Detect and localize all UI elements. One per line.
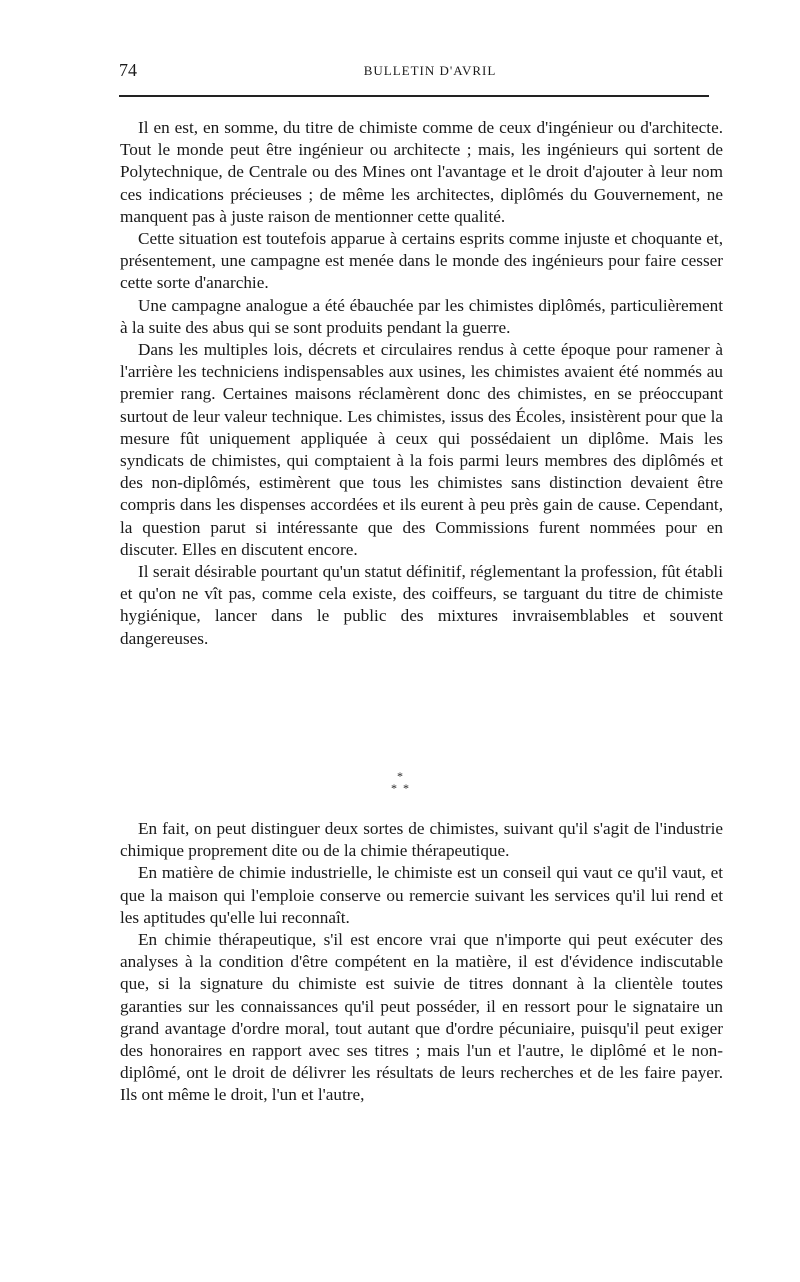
running-title: BULLETIN D'AVRIL	[363, 63, 497, 78]
asterism-separator	[380, 770, 420, 794]
paragraph: Dans les multiples lois, décrets et circulaires rendus à cette époque pour ramener à l'arrière les techniciens indispensables aux usines, les chimistes avaient été nommés au premier rang. Certaines maisons réclamèrent donc des chimistes, en se préoccupant surtout de leur valeur technique. Les chimistes, issus des Écoles, insistèrent pour que la mesure fût uniquement appliquée à ceux qui possédaient un diplôme. Mais les syndicats de chimistes, qui comptaient à la fois parmi leurs membres des diplômés et des non-diplômés, estimèrent que tous les chimistes sans distinction devaient être compris dans les dispenses accordées et ils eurent à peu près gain de cause. Cependant, la question parut si intéressante que des Commissions furent nommées pour en discuter. Elles en discutent encore.	[120, 340, 723, 559]
body-section-two	[120, 818, 723, 1107]
asterisk-icon: *	[397, 769, 403, 783]
page-number: 74	[119, 60, 137, 80]
header-rule	[119, 95, 709, 97]
paragraph: En chimie thérapeutique, s'il est encore vrai que n'importe qui peut exécuter des analyses à la condition d'être compétent en la matière, il est d'évidence indiscutable que, si la signature du chimiste est suivie de titres donnant à la clientèle toutes garanties sur les connaissances qu'il peut posséder, il en ressort pour le signataire un grand avantage d'ordre moral, tout autant que d'ordre pécuniaire, puisqu'il peut exiger des honoraires en rapport avec ses titres ; mais l'un et l'autre, le diplômé et le non-diplômé, ont le droit de délivrer les résultats de leurs recherches et de les faire payer. Ils ont même le droit, l'un et l'autre,	[120, 930, 723, 1105]
paragraph: Cette situation est toutefois apparue à certains esprits comme injuste et choquante et, présentement, une campagne est menée dans le monde des ingénieurs pour faire cesser cette sorte d'anarchie.	[120, 229, 723, 293]
paragraph: Une campagne analogue a été ébauchée par les chimistes diplômés, particulièrement à la suite des abus qui se sont produits pendant la guerre.	[120, 295, 723, 337]
body-section-one	[120, 117, 723, 650]
paragraph: En matière de chimie industrielle, le chimiste est un conseil qui vaut ce qu'il vaut, et que la maison qui l'emploie conserve ou remercie suivant les services qu'il lui rend et les aptitudes qu'elle lui reconnaît.	[120, 863, 723, 927]
asterisk-icon: * *	[391, 781, 409, 795]
paragraph: En fait, on peut distinguer deux sortes de chimistes, suivant qu'il s'agit de l'industrie chimique proprement dite ou de la chimie thérapeutique.	[120, 819, 723, 861]
paragraph: Il serait désirable pourtant qu'un statut définitif, réglementant la profession, fût établi et qu'on ne vît pas, comme cela existe, des coiffeurs, se targuant du titre de chimiste hygiénique, lancer dans le public des mixtures invraisemblables et souvent dangereuses.	[120, 562, 723, 648]
paragraph: Il en est, en somme, du titre de chimiste comme de ceux d'ingénieur ou d'architecte. Tout le monde peut être ingénieur ou architecte ; mais, les ingénieurs qui sortent de Polytechnique, de Centrale ou des Mines ont l'avantage et le droit d'ajouter à leur nom ces indications précieuses ; de même les architectes, diplômés du Gouvernement, ne manquent pas à juste raison de mentionner cette qualité.	[120, 118, 723, 226]
